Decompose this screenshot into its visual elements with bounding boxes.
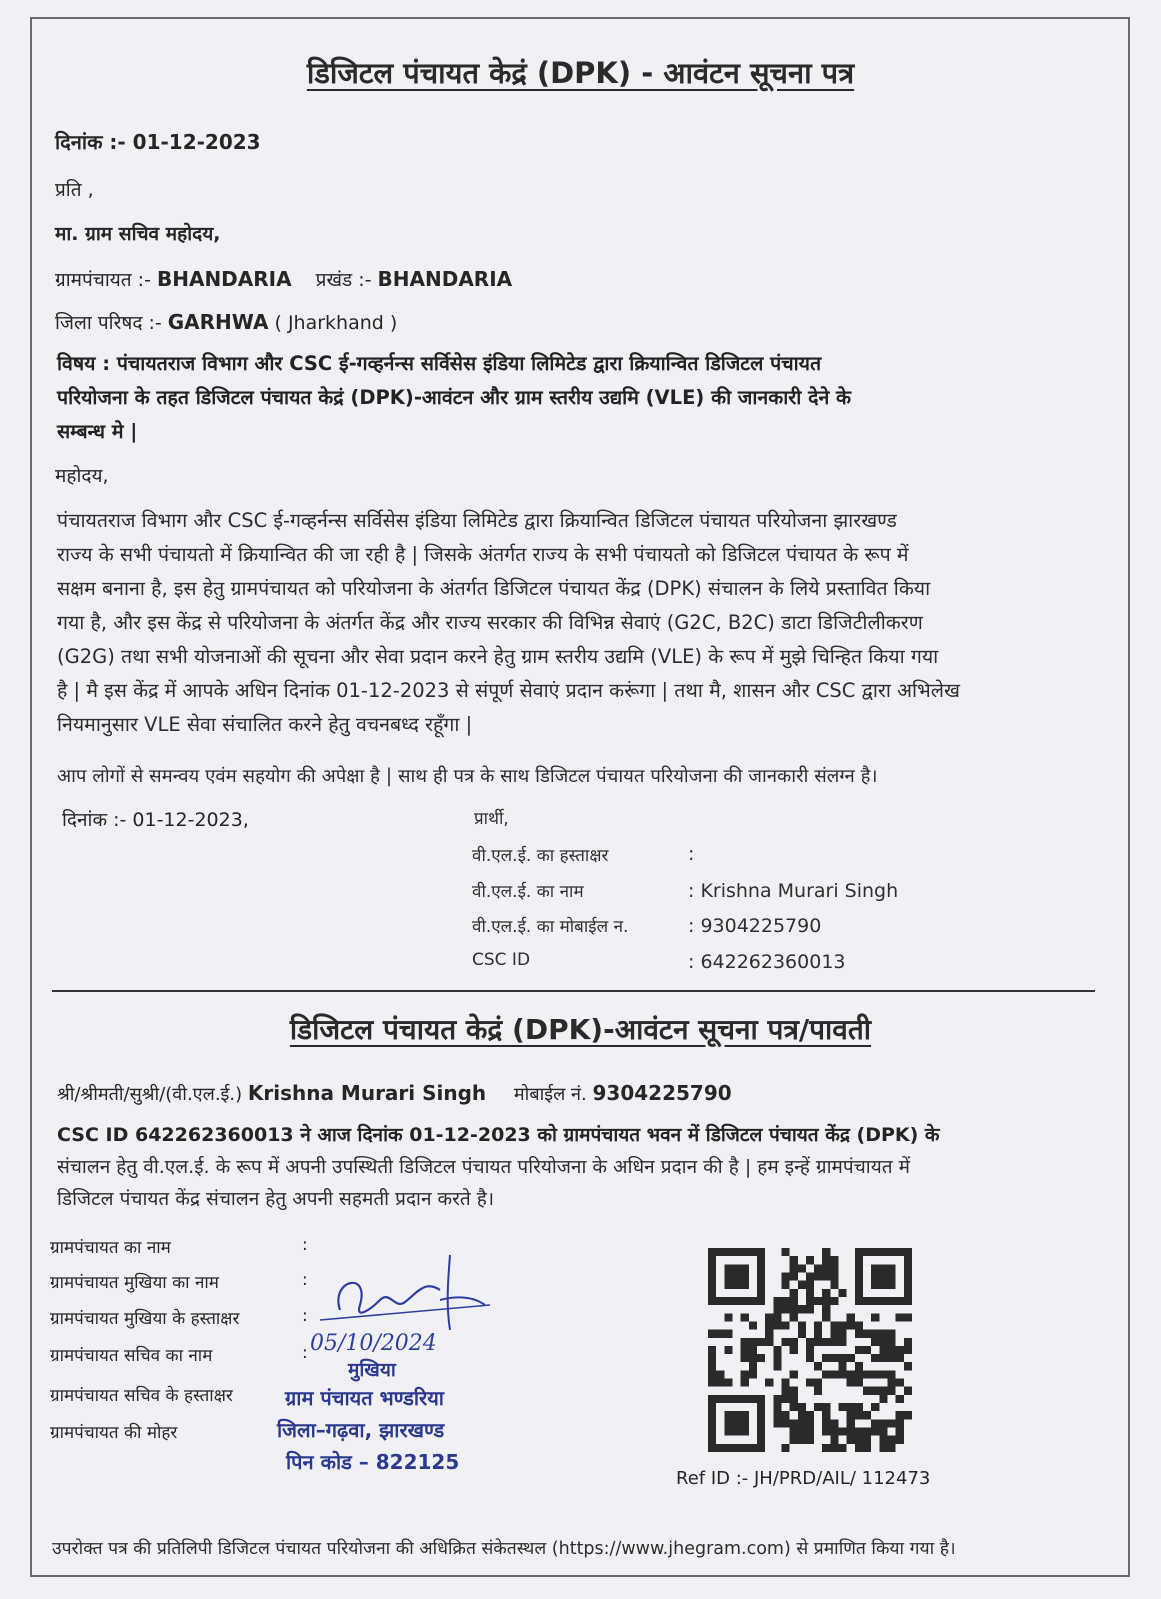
ref-id: Ref ID :- JH/PRD/AIL/ 112473 <box>676 1468 931 1489</box>
body-line: पंचायतराज विभाग और CSC ई-गव्हर्नन्स सर्विसेस इंडिया लिमिटेड द्वारा क्रियान्वित डिजिटल पंचायत परियोजना झारखण्ड <box>57 509 897 532</box>
field-mukhiya-name-value: : <box>302 1270 308 1290</box>
panchayat-value: BHANDARIA <box>156 267 292 291</box>
receipt-body-line: संचालन हेतु वी.एल.ई. के रूप में अपनी उपस्थिती डिजिटल पंचायत परियोजना के अधिन प्रदान की है | हम इन्हें ग्रामपंचायत में <box>57 1156 910 1178</box>
csc-id-label: CSC ID <box>472 950 531 970</box>
vle-signature-label: वी.एल.ई. का हस्ताक्षर <box>472 846 609 866</box>
district-line <box>55 309 397 335</box>
receipt-name-line <box>57 1081 732 1106</box>
addressee: मा. ग्राम सचिव महोदय, <box>55 223 221 245</box>
mukhiya-signature <box>300 1250 500 1370</box>
block-value: BHANDARIA <box>377 267 513 291</box>
receipt-title: डिजिटल पंचायत केद्रं (DPK)-आवंटन सूचना पत्र/पावती <box>289 1013 872 1046</box>
name-prefix: श्री/श्रीमती/सुश्री/(वी.एल.ई.) <box>57 1084 243 1105</box>
field-mukhiya-name-label: ग्रामपंचायत मुखिया का नाम <box>50 1273 219 1293</box>
block-label: प्रखंड :- <box>315 269 372 291</box>
body-line: राज्य के सभी पंचायतो में क्रियान्वित की जा रही है | जिसके अंतर्गत राज्य के सभी पंचायतो को डिजिटल पंचायत के रूप में <box>57 543 909 566</box>
vle-signature-value: : <box>688 843 695 865</box>
mobile-label: मोबाईल नं. <box>513 1084 587 1105</box>
sign-date: दिनांक :- 01-12-2023, <box>62 809 249 831</box>
body-line: गया है, और इस केंद्र से परियोजना के अंतर्गत केंद्र और राज्य सरकार की विभिन्न सेवाएं (G2C, B2C) डाटा डिजिटीलीकरण <box>57 611 923 634</box>
stamp-line: मुखिया <box>348 1359 396 1381</box>
closing-line: आप लोगों से समन्वय एवंम सहयोग की अपेक्षा है | साथ ही पत्र के साथ डिजिटल पंचायत परियोजना की जानकारी संलग्न है। <box>57 766 878 787</box>
district-value: GARHWA <box>167 310 269 334</box>
page-title: डिजिटल पंचायत केद्रं (DPK) - आवंटन सूचना पत्र <box>306 56 855 90</box>
stamp-line: पिन कोड – 822125 <box>286 1450 460 1474</box>
footer-note: उपरोक्त पत्र की प्रतिलिपी डिजिटल पंचायत परियोजना की अधिक्रित संकेतस्थल (https://www.jhegram.com) से प्रमाणित किया गया है। <box>52 1539 956 1559</box>
subject-line: विषय : पंचायतराज विभाग और CSC ई-गव्हर्नन्स सर्विसेस इंडिया लिमिटेड द्वारा क्रियान्वित डिजिटल पंचायत <box>57 352 822 375</box>
body-paragraph <box>57 504 1105 742</box>
csc-id-value: : 642262360013 <box>688 951 846 973</box>
subject <box>57 347 1097 449</box>
receipt-body <box>57 1119 1105 1215</box>
subject-line: सम्बन्ध मे | <box>57 420 138 443</box>
vle-name-value: : Krishna Murari Singh <box>688 880 899 902</box>
receipt-mobile: 9304225790 <box>592 1081 732 1105</box>
body-line: नियमानुसार VLE सेवा संचालित करने हेतु वचनबध्द रहूँगा | <box>57 713 473 736</box>
field-panchayat-name-value: : <box>302 1235 308 1255</box>
field-secretary-name-label: ग्रामपंचायत सचिव का नाम <box>50 1346 213 1366</box>
qr-code <box>708 1248 912 1452</box>
state-value: ( Jharkhand ) <box>274 312 398 334</box>
body-line: है | मै इस केंद्र में आपके अधिन दिनांक 01-12-2023 से संपूर्ण सेवाएं प्रदान करूंगा | तथा मै, शासन और CSC द्वारा अभिलेख <box>57 679 960 702</box>
panchayat-line <box>55 266 512 292</box>
receipt-vle-name: Krishna Murari Singh <box>247 1081 487 1105</box>
receipt-body-line: CSC ID 642262360013 ने आज दिनांक 01-12-2023 को ग्रामपंचायत भवन में डिजिटल पंचायत केंद्र (DPK) के <box>57 1124 940 1146</box>
body-line: सक्षम बनाना है, इस हेतु ग्रामपंचायत को परियोजना के अंतर्गत डिजिटल पंचायत केंद्र (DPK) संचालन के लिये प्रस्तावित किया <box>57 577 931 600</box>
handwritten-date: 05/10/2024 <box>310 1331 437 1356</box>
field-secretary-signature-label: ग्रामपंचायत सचिव के हस्ताक्षर <box>50 1386 233 1406</box>
vle-mobile-value: : 9304225790 <box>688 915 822 937</box>
receipt-body-line: डिजिटल पंचायत केंद्र संचालन हेतु अपनी सहमती प्रदान करते है। <box>57 1188 495 1210</box>
panchayat-label: ग्रामपंचायत :- <box>55 269 151 291</box>
stamp-line: जिला–गढ़वा, झारखण्ड <box>277 1418 445 1442</box>
field-panchayat-name-label: ग्रामपंचायत का नाम <box>50 1238 171 1258</box>
field-mukhiya-signature-label: ग्रामपंचायत मुखिया के हस्ताक्षर <box>50 1309 240 1329</box>
applicant-label: प्रार्थी, <box>474 809 509 829</box>
vle-name-label: वी.एल.ई. का नाम <box>472 882 584 902</box>
to-line: प्रति , <box>55 179 94 201</box>
body-line: (G2G) तथा सभी योजनाओं की सूचना और सेवा प्रदान करने हेतु ग्राम स्तरीय उद्यमि (VLE) के रूप में मुझे चिन्हित किया गया <box>57 645 939 668</box>
field-mukhiya-signature-value: : <box>302 1306 308 1326</box>
stamp-line: ग्राम पंचायत भण्डरिया <box>285 1386 444 1410</box>
section-divider <box>52 990 1095 992</box>
field-secretary-name-value: : <box>302 1343 308 1363</box>
letter-date: दिनांक :- 01-12-2023 <box>55 130 261 154</box>
vle-mobile-label: वी.एल.ई. का मोबाईल न. <box>472 917 629 937</box>
field-seal-label: ग्रामपंचायत की मोहर <box>50 1423 178 1443</box>
subject-line: परियोजना के तहत डिजिटल पंचायत केद्रं (DPK)-आवंटन और ग्राम स्तरीय उद्यमि (VLE) की जानकारी देने के <box>57 386 852 409</box>
district-label: जिला परिषद :- <box>55 312 162 334</box>
salutation: महोदय, <box>55 465 109 487</box>
